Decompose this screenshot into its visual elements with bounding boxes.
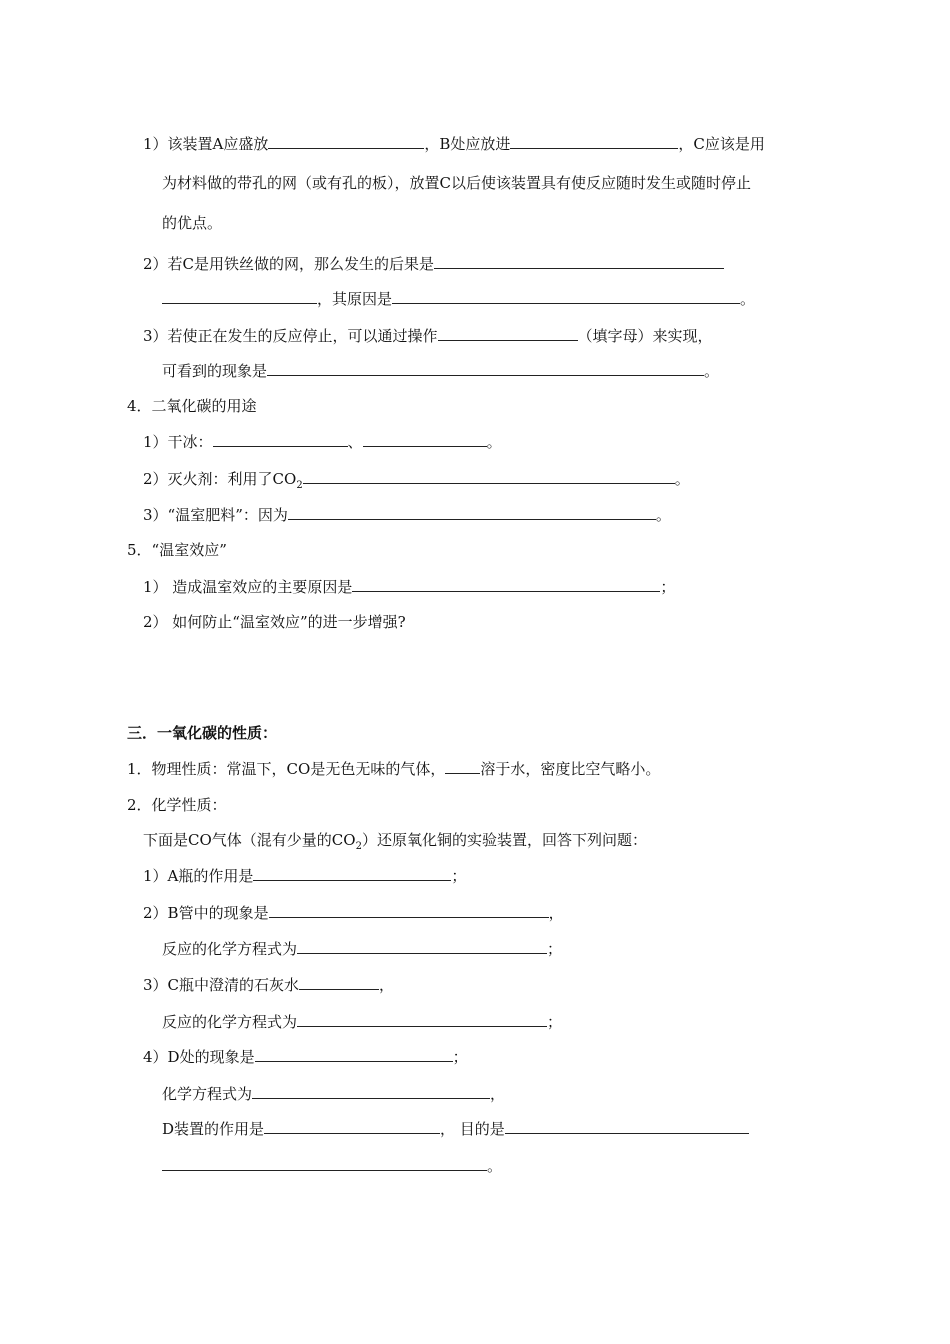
sec4-title: 4．二氧化碳的用途 (127, 397, 257, 415)
q3-end: 。 (704, 362, 720, 380)
q1-blank-a[interactable] (268, 133, 424, 149)
sec3-q-d (143, 1046, 468, 1067)
sec4-item3-blank[interactable] (288, 504, 656, 520)
sec4-item2-sub: 2 (296, 480, 303, 491)
sec3-c-prefix: 3）C瓶中澄清的石灰水 (143, 976, 300, 994)
sec3-a-prefix: 1）A瓶的作用是 (143, 867, 254, 885)
sec4-item2-blank[interactable] (303, 468, 675, 484)
sec3-physical (127, 758, 660, 779)
q1-line3: 的优点。 (162, 214, 223, 232)
sec3-d-device (162, 1118, 749, 1139)
sec3-intro (143, 830, 647, 857)
sec3-c-eq-blank[interactable] (297, 1011, 547, 1027)
sec3-a-blank[interactable] (253, 865, 451, 881)
sec3-c-blank[interactable] (299, 974, 379, 990)
sec3-q-b (143, 902, 564, 923)
sec4-item3-end: 。 (655, 506, 671, 524)
sec3-phys-prefix: 1．物理性质：常温下，CO是无色无味的气体， (127, 760, 446, 778)
sec4-item1-prefix: 1）干冰： (143, 433, 213, 451)
sec3-b-equation (162, 938, 562, 959)
q1-line1 (143, 133, 765, 154)
sec3-b-blank[interactable] (269, 902, 549, 918)
sec5-item1-blank[interactable] (352, 576, 660, 592)
q2-end: 。 (740, 290, 756, 308)
sec3-chemical: 2．化学性质： (127, 796, 227, 814)
q2-line2 (162, 288, 755, 309)
sec3-d-continue-blank[interactable] (162, 1155, 487, 1171)
sec5-item1 (143, 576, 675, 597)
q2-blank-c[interactable] (392, 288, 740, 304)
sec3-b-prefix: 2）B管中的现象是 (143, 904, 269, 922)
sec3-d-eq-end: ， (490, 1085, 506, 1103)
sec3-phys-blank[interactable] (445, 758, 480, 774)
q2-mid: ，其原因是 (317, 290, 393, 308)
q1-prefix: 1）该装置A应盛放 (143, 135, 269, 153)
sec3-d-prefix: 4）D处的现象是 (143, 1048, 255, 1066)
sec3-d-equation (162, 1083, 505, 1104)
q3-blank-b[interactable] (267, 360, 704, 376)
sec4-item1-end: 。 (486, 433, 502, 451)
sec3-d-purpose-blank[interactable] (505, 1118, 749, 1134)
sec5-item2: 2） 如何防止“温室效应”的进一步增强? (143, 613, 406, 631)
sec3-d-device-blank[interactable] (264, 1118, 440, 1134)
sec4-sep: 、 (347, 433, 363, 451)
sec5-item1-end: ； (660, 578, 676, 596)
q3-line2 (162, 360, 719, 381)
sec3-q-c (143, 974, 394, 995)
sec3-b-end: ， (548, 904, 564, 922)
sec4-item2-prefix: 2）灭火剂：利用了CO (143, 470, 297, 488)
sec4-item2 (143, 468, 690, 496)
q3-line1 (143, 325, 713, 346)
sec5-item1-prefix: 1） 造成温室效应的主要原因是 (143, 578, 353, 596)
q1-mid2: ，C应该是用 (678, 135, 765, 153)
q2-line1 (143, 253, 724, 274)
sec4-item3 (143, 504, 671, 525)
q3-prefix: 3）若使正在发生的反应停止，可以通过操作 (143, 327, 438, 345)
sec3-d-continue (162, 1155, 502, 1176)
q1-line2: 为材料做的带孔的网（或有孔的板），放置C以后使该装置具有使反应随时发生或随时停止 (162, 174, 751, 192)
q2-prefix: 2）若C是用铁丝做的网，那么发生的后果是 (143, 255, 435, 273)
sec3-intro-prefix: 下面是CO气体（混有少量的CO (143, 831, 356, 849)
q3-line2-prefix: 可看到的现象是 (162, 362, 268, 380)
sec4-item3-prefix: 3）“温室肥料”：因为 (143, 506, 288, 524)
sec3-b-eq-label: 反应的化学方程式为 (162, 940, 298, 958)
sec3-q-a (143, 865, 466, 886)
sec4-item1 (143, 431, 502, 452)
sec3-b-eq-blank[interactable] (297, 938, 547, 954)
sec4-item2-end: 。 (674, 470, 690, 488)
sec3-heading: 三．一氧化碳的性质： (127, 724, 278, 742)
sec5-title: 5．“温室效应” (127, 541, 227, 559)
sec3-c-end: ， (379, 976, 395, 994)
sec3-d-eq-label: 化学方程式为 (162, 1085, 253, 1103)
sec3-b-eq-end: ； (547, 940, 563, 958)
sec3-d-device-label: D装置的作用是 (162, 1120, 265, 1138)
sec3-a-end: ； (451, 867, 467, 885)
q3-blank-a[interactable] (438, 325, 578, 341)
sec3-intro-sub: 2 (355, 841, 362, 852)
sec3-c-eq-end: ； (547, 1013, 563, 1031)
sec3-d-blank[interactable] (255, 1046, 453, 1062)
q2-blank-b[interactable] (162, 288, 317, 304)
sec4-item1-blank-a[interactable] (213, 431, 348, 447)
sec3-phys-post: 溶于水，密度比空气略小。 (480, 760, 661, 778)
q1-blank-b[interactable] (510, 133, 678, 149)
sec3-d-continue-end: 。 (487, 1157, 503, 1175)
sec3-c-eq-label: 反应的化学方程式为 (162, 1013, 298, 1031)
q2-blank-a[interactable] (434, 253, 724, 269)
sec3-d-purpose-label: ， 目的是 (440, 1120, 505, 1138)
sec3-d-end: ； (452, 1048, 468, 1066)
sec3-d-eq-blank[interactable] (252, 1083, 490, 1099)
q3-mid: （填字母）来实现， (577, 327, 713, 345)
sec3-intro-post: ）还原氧化铜的实验装置，回答下列问题： (361, 831, 647, 849)
sec4-item1-blank-b[interactable] (363, 431, 487, 447)
sec3-c-equation (162, 1011, 562, 1032)
q1-mid1: ，B处应放进 (424, 135, 511, 153)
